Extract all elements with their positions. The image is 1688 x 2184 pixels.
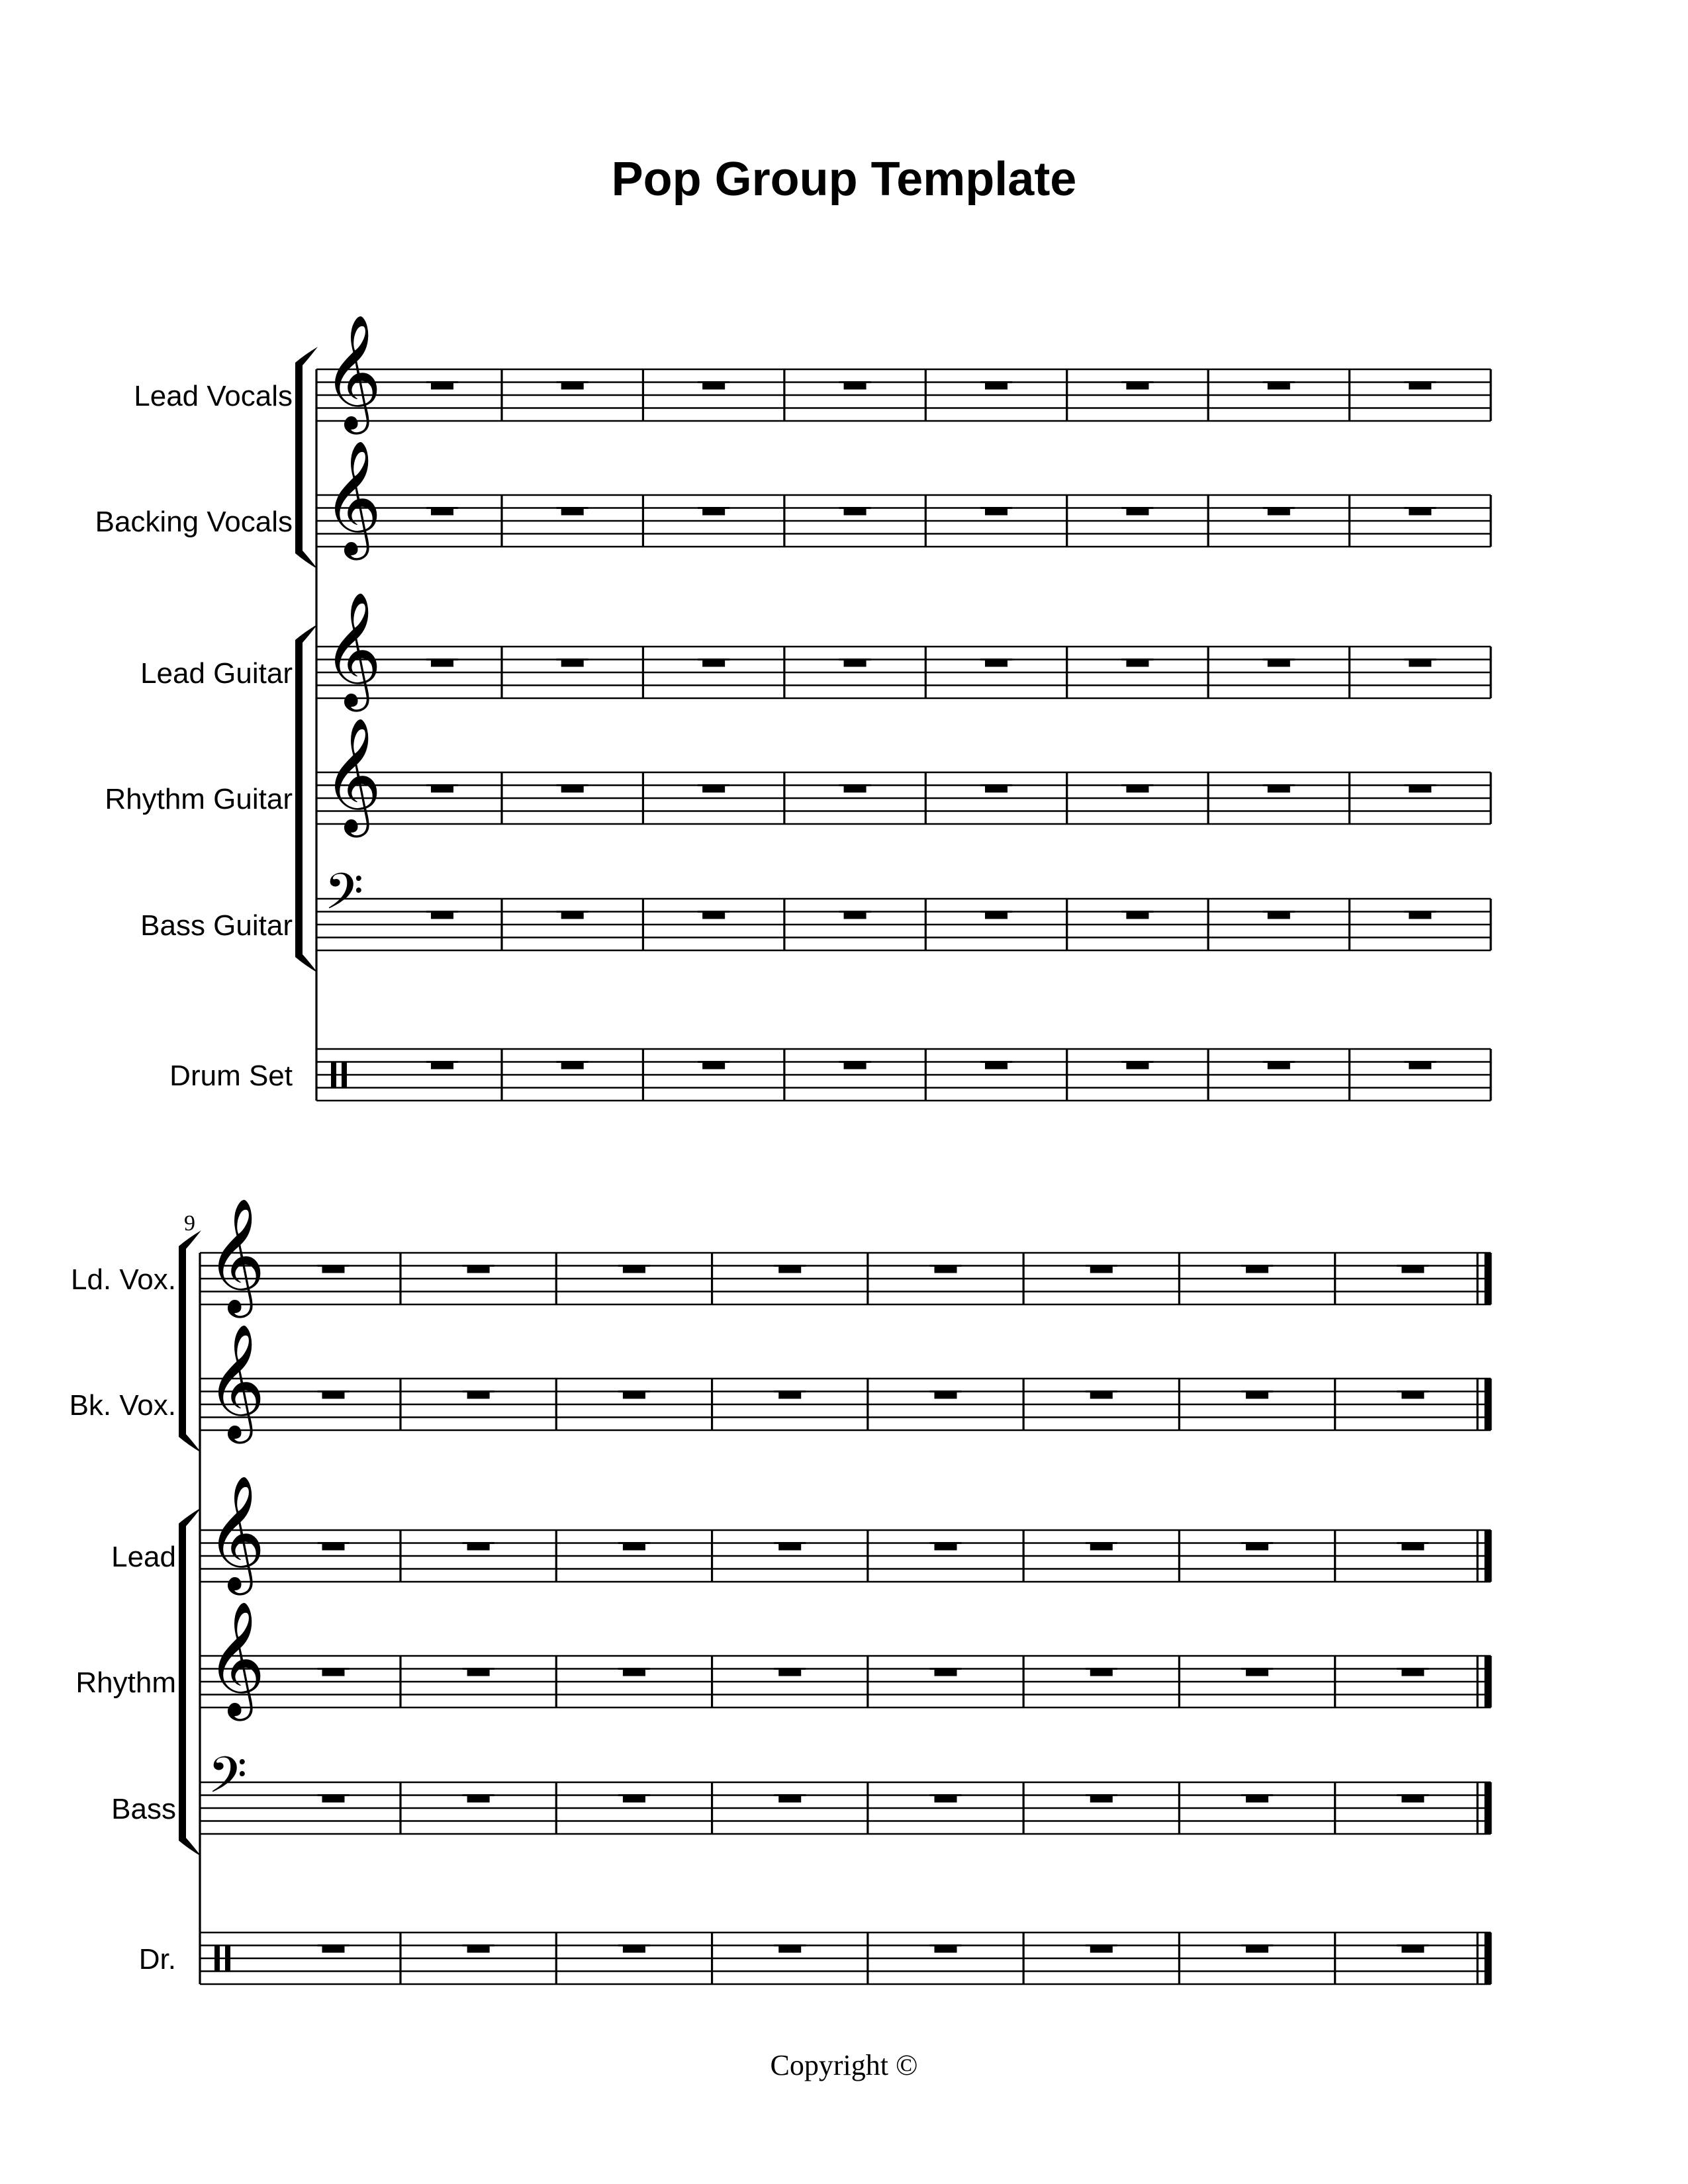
staff bbox=[169, 1049, 1491, 1101]
whole-rest-icon bbox=[1246, 1392, 1268, 1399]
instrument-label: Rhythm Guitar bbox=[105, 783, 293, 815]
whole-rest-icon bbox=[985, 1062, 1008, 1069]
whole-rest-icon bbox=[778, 1669, 801, 1676]
whole-rest-icon bbox=[1409, 912, 1431, 919]
whole-rest-icon bbox=[702, 912, 725, 919]
whole-rest-icon bbox=[561, 383, 584, 390]
whole-rest-icon bbox=[467, 1796, 490, 1803]
whole-rest-icon bbox=[844, 508, 867, 516]
whole-rest-icon bbox=[1090, 1543, 1113, 1551]
whole-rest-icon bbox=[623, 1266, 645, 1273]
staff bbox=[95, 440, 1491, 561]
whole-rest-icon bbox=[431, 912, 453, 919]
whole-rest-icon bbox=[778, 1392, 801, 1399]
whole-rest-icon bbox=[1268, 383, 1290, 390]
instrument-label: Drum Set bbox=[169, 1060, 293, 1092]
whole-rest-icon bbox=[322, 1796, 345, 1803]
whole-rest-icon bbox=[985, 786, 1008, 793]
whole-rest-icon bbox=[1246, 1796, 1268, 1803]
score-system bbox=[95, 314, 1491, 1101]
whole-rest-icon bbox=[1126, 786, 1149, 793]
whole-rest-icon bbox=[844, 660, 867, 667]
bracket-top-hook bbox=[179, 1508, 201, 1526]
whole-rest-icon bbox=[985, 912, 1008, 919]
whole-rest-icon bbox=[702, 786, 725, 793]
whole-rest-icon bbox=[623, 1669, 645, 1676]
whole-rest-icon bbox=[1401, 1266, 1424, 1273]
staff bbox=[140, 592, 1491, 712]
whole-rest-icon bbox=[702, 1062, 725, 1069]
whole-rest-icon bbox=[322, 1392, 345, 1399]
score-system bbox=[70, 1198, 1491, 1984]
treble-clef-icon: 𝄞 bbox=[207, 1198, 265, 1313]
instrument-label: Bk. Vox. bbox=[69, 1389, 176, 1422]
whole-rest-icon bbox=[935, 1543, 957, 1551]
whole-rest-icon bbox=[467, 1543, 490, 1551]
staff bbox=[134, 314, 1491, 435]
whole-rest-icon bbox=[1246, 1946, 1268, 1953]
staff bbox=[75, 1601, 1491, 1721]
whole-rest-icon bbox=[623, 1946, 645, 1953]
whole-rest-icon bbox=[778, 1266, 801, 1273]
whole-rest-icon bbox=[431, 660, 453, 667]
whole-rest-icon bbox=[561, 786, 584, 793]
whole-rest-icon bbox=[1126, 508, 1149, 516]
whole-rest-icon bbox=[1401, 1392, 1424, 1399]
staff bbox=[105, 717, 1491, 838]
treble-clef-icon: 𝄞 bbox=[323, 440, 382, 555]
whole-rest-icon bbox=[1246, 1266, 1268, 1273]
whole-rest-icon bbox=[431, 383, 453, 390]
whole-rest-icon bbox=[561, 912, 584, 919]
instrument-label: Backing Vocals bbox=[95, 506, 293, 538]
instrument-label: Lead Vocals bbox=[134, 380, 293, 412]
whole-rest-icon bbox=[1090, 1669, 1113, 1676]
whole-rest-icon bbox=[561, 1062, 584, 1069]
whole-rest-icon bbox=[1409, 383, 1431, 390]
whole-rest-icon bbox=[1409, 786, 1431, 793]
bracket-top-hook bbox=[295, 624, 318, 643]
whole-rest-icon bbox=[467, 1946, 490, 1953]
whole-rest-icon bbox=[778, 1543, 801, 1551]
whole-rest-icon bbox=[1401, 1543, 1424, 1551]
systems-layer bbox=[70, 314, 1491, 1984]
whole-rest-icon bbox=[1090, 1266, 1113, 1273]
bracket-bottom-hook bbox=[295, 551, 318, 569]
whole-rest-icon bbox=[561, 660, 584, 667]
instrument-label: Rhythm bbox=[75, 1666, 176, 1699]
whole-rest-icon bbox=[623, 1392, 645, 1399]
bracket-bottom-hook bbox=[179, 1434, 201, 1453]
bracket-bottom-hook bbox=[179, 1838, 201, 1856]
whole-rest-icon bbox=[778, 1946, 801, 1953]
whole-rest-icon bbox=[322, 1669, 345, 1676]
staff bbox=[140, 862, 1491, 950]
whole-rest-icon bbox=[985, 508, 1008, 516]
whole-rest-icon bbox=[561, 508, 584, 516]
whole-rest-icon bbox=[431, 508, 453, 516]
measure-number: 9 bbox=[184, 1211, 195, 1236]
bass-clef-icon: 𝄢 bbox=[208, 1746, 248, 1817]
whole-rest-icon bbox=[985, 660, 1008, 667]
whole-rest-icon bbox=[1401, 1669, 1424, 1676]
whole-rest-icon bbox=[322, 1946, 345, 1953]
instrument-label: Bass bbox=[111, 1793, 176, 1825]
whole-rest-icon bbox=[844, 912, 867, 919]
instrument-label: Bass Guitar bbox=[140, 909, 293, 942]
instrument-label: Dr. bbox=[138, 1943, 176, 1976]
whole-rest-icon bbox=[1126, 383, 1149, 390]
whole-rest-icon bbox=[935, 1669, 957, 1676]
treble-clef-icon: 𝄞 bbox=[207, 1475, 265, 1590]
whole-rest-icon bbox=[702, 383, 725, 390]
whole-rest-icon bbox=[467, 1266, 490, 1273]
bracket-top-hook bbox=[295, 347, 318, 365]
staff bbox=[70, 1324, 1491, 1444]
bracket-bar bbox=[179, 1524, 186, 1841]
bracket-bottom-hook bbox=[295, 954, 318, 973]
bass-clef-icon: 𝄢 bbox=[324, 862, 364, 933]
whole-rest-icon bbox=[935, 1796, 957, 1803]
whole-rest-icon bbox=[935, 1266, 957, 1273]
whole-rest-icon bbox=[1409, 1062, 1431, 1069]
whole-rest-icon bbox=[935, 1946, 957, 1953]
whole-rest-icon bbox=[702, 508, 725, 516]
whole-rest-icon bbox=[1409, 508, 1431, 516]
whole-rest-icon bbox=[1268, 508, 1290, 516]
treble-clef-icon: 𝄞 bbox=[207, 1324, 265, 1439]
staff bbox=[71, 1198, 1491, 1318]
treble-clef-icon: 𝄞 bbox=[207, 1601, 265, 1716]
whole-rest-icon bbox=[322, 1543, 345, 1551]
whole-rest-icon bbox=[1090, 1946, 1113, 1953]
whole-rest-icon bbox=[467, 1392, 490, 1399]
whole-rest-icon bbox=[1409, 660, 1431, 667]
whole-rest-icon bbox=[1126, 1062, 1149, 1069]
score-title: Pop Group Template bbox=[611, 153, 1077, 206]
instrument-label: Ld. Vox. bbox=[70, 1263, 176, 1296]
whole-rest-icon bbox=[1090, 1796, 1113, 1803]
whole-rest-icon bbox=[935, 1392, 957, 1399]
whole-rest-icon bbox=[844, 1062, 867, 1069]
whole-rest-icon bbox=[1268, 912, 1290, 919]
whole-rest-icon bbox=[702, 660, 725, 667]
treble-clef-icon: 𝄞 bbox=[323, 314, 382, 430]
whole-rest-icon bbox=[431, 1062, 453, 1069]
whole-rest-icon bbox=[322, 1266, 345, 1273]
whole-rest-icon bbox=[844, 786, 867, 793]
instrument-label: Lead Guitar bbox=[140, 657, 293, 690]
whole-rest-icon bbox=[467, 1669, 490, 1676]
whole-rest-icon bbox=[1268, 786, 1290, 793]
whole-rest-icon bbox=[844, 383, 867, 390]
bracket-bar bbox=[295, 640, 303, 957]
whole-rest-icon bbox=[623, 1796, 645, 1803]
whole-rest-icon bbox=[1126, 660, 1149, 667]
whole-rest-icon bbox=[1126, 912, 1149, 919]
whole-rest-icon bbox=[778, 1796, 801, 1803]
staff bbox=[139, 1933, 1491, 1984]
treble-clef-icon: 𝄞 bbox=[323, 717, 382, 833]
copyright-text: Copyright © bbox=[770, 2049, 918, 2081]
staff bbox=[111, 1475, 1491, 1596]
whole-rest-icon bbox=[985, 383, 1008, 390]
whole-rest-icon bbox=[623, 1543, 645, 1551]
instrument-label: Lead bbox=[111, 1541, 176, 1573]
whole-rest-icon bbox=[431, 786, 453, 793]
staff bbox=[111, 1746, 1491, 1834]
whole-rest-icon bbox=[1268, 660, 1290, 667]
whole-rest-icon bbox=[1268, 1062, 1290, 1069]
whole-rest-icon bbox=[1246, 1543, 1268, 1551]
whole-rest-icon bbox=[1401, 1796, 1424, 1803]
whole-rest-icon bbox=[1090, 1392, 1113, 1399]
whole-rest-icon bbox=[1401, 1946, 1424, 1953]
treble-clef-icon: 𝄞 bbox=[323, 592, 382, 707]
bracket-bar bbox=[295, 363, 303, 553]
whole-rest-icon bbox=[1246, 1669, 1268, 1676]
bracket-bar bbox=[179, 1246, 186, 1437]
